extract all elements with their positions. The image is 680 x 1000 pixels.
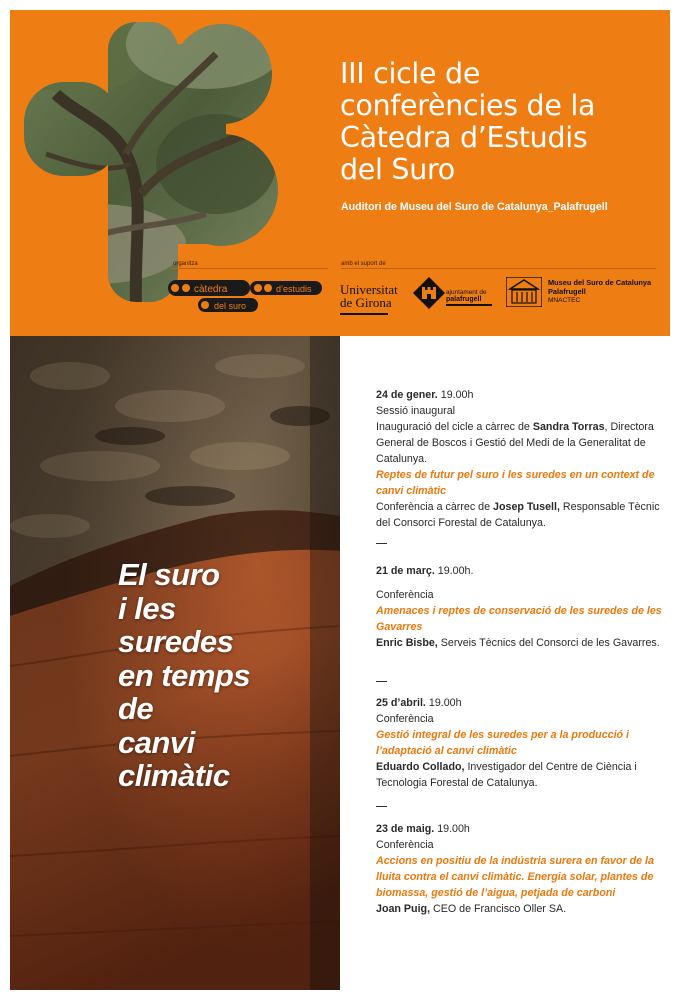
speaker-role: CEO de Francisco Oller SA. [430, 903, 567, 915]
event-time: 19.00h [437, 389, 474, 401]
speaker-name: Eduardo Collado, [376, 761, 465, 773]
speaker-name: Enric Bisbe, [376, 637, 438, 649]
title-line: conferències de la [340, 89, 596, 122]
title-line: III cicle de [340, 57, 481, 90]
udg-line: de Girona [340, 295, 392, 310]
separator-dash [376, 543, 387, 544]
speaker-name: Joan Puig, [376, 903, 431, 915]
talk-title: Reptes de futur pel suro i les suredes en un context de canvi climàtic [376, 469, 655, 497]
event-1 [376, 387, 668, 531]
support-label: amb el suport de [341, 261, 386, 267]
ajuntament-line: ajuntament de [446, 289, 487, 296]
speaker-line [376, 901, 668, 917]
event-2 [376, 563, 668, 651]
event-date: 21 de març. [376, 565, 435, 577]
speaker-role: Serveis Tècnics del Consorci de les Gavarres. [437, 637, 660, 649]
cycle-logo-forest-image [16, 14, 278, 306]
event-4 [376, 821, 668, 917]
ajuntament-shield-icon [412, 276, 446, 310]
udg-bar [340, 313, 388, 315]
museu-logo-text [548, 278, 663, 305]
speaker-role: Investigador del Centre de Ciència i Tecnologia Forestal de Catalunya. [376, 761, 637, 789]
intro-text: , Directora General de Boscos i Gestió del Medi de la Generalitat de Catalunya. [376, 421, 654, 465]
speaker-pre: Conferència a càrrec de [376, 501, 494, 513]
museu-line: Palafrugell [548, 287, 586, 296]
subtitle-line: climàtic [118, 758, 230, 793]
subtitle-line: El suro [118, 557, 220, 592]
udg-logo [340, 277, 402, 317]
subtitle-line: suredes [118, 624, 234, 659]
talk-title: Amenaces i reptes de conservació de les suredes de les Gavarres [376, 605, 662, 633]
event-type: Conferència [376, 713, 434, 725]
catedra-word: del suro [214, 301, 247, 311]
cycle-title [340, 58, 660, 186]
event-date: 25 d’abril. [376, 697, 426, 709]
event-3 [376, 695, 668, 791]
catedra-word: d’estudis [276, 284, 312, 294]
separator-dash [376, 681, 387, 682]
museu-building-icon [506, 277, 542, 307]
event-intro [376, 419, 668, 467]
poster-subtitle [118, 558, 333, 793]
talk-title: Accions en positiu de la indústria surera en favor de la lluita contra el canvi climàtic. Energia solar, plantes de biomassa, gestió de l’aigua, petjada de carboni [376, 855, 654, 899]
event-time: 19.00h [425, 697, 462, 709]
event-date: 23 de maig. [376, 823, 435, 835]
speaker-line [376, 759, 668, 791]
event-date: 24 de gener. [376, 389, 438, 401]
ajuntament-logo [412, 276, 494, 310]
event-type: Conferència [376, 589, 434, 601]
ajuntament-line: palafrugell [446, 296, 482, 303]
speaker-name: Josep Tusell, [493, 501, 560, 513]
ajuntament-underline [446, 304, 492, 306]
title-line: del Suro [340, 153, 455, 186]
museu-line: Museu del Suro de Catalunya [548, 278, 652, 287]
subtitle-line: i les [118, 590, 176, 626]
subtitle-line: canvi [118, 724, 195, 760]
organizer-label: organitza [173, 261, 198, 267]
subtitle-line: de [118, 691, 154, 726]
udg-line: Universitat [340, 282, 398, 297]
speaker-line [376, 635, 668, 651]
title-line: Càtedra d’Estudis [340, 121, 588, 154]
divider [170, 268, 328, 269]
speaker-line [376, 499, 668, 531]
event-time: 19.00h [434, 823, 470, 835]
intro-name: Sandra Torras [532, 421, 605, 433]
event-type: Sessió inaugural [376, 405, 456, 417]
catedra-word: càtedra [194, 284, 228, 295]
talk-title: Gestió integral de les suredes per a la producció i l’adaptació al canvi climàtic [376, 729, 630, 757]
venue-text: Auditori de Museu del Suro de Catalunya_Palafrugell [341, 201, 608, 213]
event-time: 19.00h. [434, 565, 474, 577]
subtitle-line: en temps [118, 657, 251, 693]
event-type: Conferència [376, 839, 434, 851]
speaker-role: Responsable Tècnic del Consorci Forestal de Catalunya. [376, 501, 660, 529]
catedra-logo [168, 280, 324, 314]
intro-text: Inauguració del cicle a càrrec de [376, 421, 533, 433]
separator-dash [376, 806, 387, 807]
museu-line: MNACTEC [548, 297, 581, 304]
divider [341, 268, 656, 269]
